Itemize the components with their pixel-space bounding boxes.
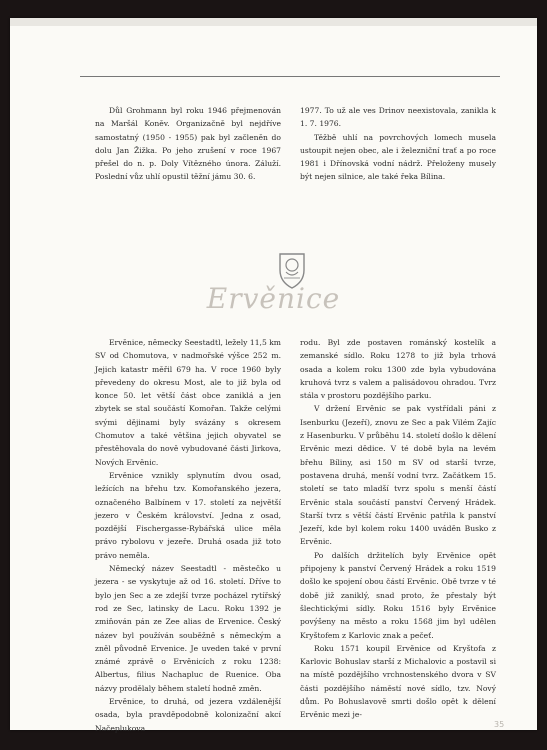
top-right-column xyxy=(300,104,496,184)
paragraph: V držení Ervěnic se pak vystřídali páni z Isenburku (Jezeří), znovu ze Sec a pak Vilém Zajíc z Hasenburku. V průběhu 14. století došlo k dělení Ervěnic mezi dědice. V té době byla na levém břehu Bíliny, asi 150 m SV od starší tvrze, postavena druhá, menší vodní tvrz. Začátkem 15. století se tato mladší tvrz spolu s menší částí Ervěnic stala součástí panství Červený Hrádek. Starší tvrz s větší částí Ervěnic patřila k panství Jezeří, kde byl kolem roku 1400 uváděn Busko z Ervěnic. xyxy=(300,404,496,547)
paragraph: Důl Grohmann byl roku 1946 přejmenován na Maršál Koněv. Organizačně byl nejdříve samostatný (1950 - 1955) pak byl začleněn do dolu Jan Žižka. Po jeho zrušení v roce 1967 přešel do n. p. Doly Vítězného února. Záluží. Poslední vůz uhlí opustil těžní jámu 30. 6. xyxy=(95,106,281,182)
page-top-strip xyxy=(10,18,537,26)
paragraph: Ervěnice vznikly splynutím dvou osad, ležících na břehu tzv. Komořanského jezera, označeného Balbínem v 17. století za největší jezero v Českém království. Jedna z osad, pozdější Fischergasse-Rybářská ulice měla právo rybolovu v jezeře. Druhá osada již toto právo neměla. xyxy=(95,470,281,560)
paragraph: Ervěnice, německy Seestadtl, ležely 11,5 km SV od Chomutova, v nadmořské výšce 252 m. Jejich katastr měřil 679 ha. V roce 1960 byly převedeny do okresu Most, ale to již byla od konce 50. let větší část obce zaniklá a jen zbytek se stal součástí Komořan. Takže celými svými dějinami byly svázány s okresem Chomutov a také většina jejich obyvatel se přestěhovala do nově vybudované části Jirkova, Nových Ervěnic. xyxy=(95,338,281,467)
top-left-column xyxy=(95,104,281,184)
bottom-left-column xyxy=(95,336,281,735)
paragraph: Roku 1571 koupil Ervěnice od Kryštofa z Karlovic Bohuslav starší z Michalovic a postavil si na místě pozdějšího vrchnostenského dvora v SV části pozdějšího náměstí nové sídlo, tzv. Nový dům. Po Bohuslavově smrti došlo opět k dělení Ervěnic mezi je- xyxy=(300,643,496,720)
section-title: Ervěnice xyxy=(206,282,341,315)
paragraph: Po dalších držitelích byly Ervěnice opět připojeny k panství Červený Hrádek a roku 1519 došlo ke spojení obou částí Ervěnic. Obě tvrze v té době již zaniklý, snad proto, že přestaly být šlechtickými sídly. Roku 1516 byly Ervěnice povýšeny na město a roku 1568 jim byl udělen Kryštofem z Karlovic znak a pečeť. xyxy=(300,550,496,640)
paragraph: rodu. Byl zde postaven románský kostelík a zemanské sídlo. Roku 1278 to již byla trhová osada a kolem roku 1300 zde byla vybudována kruhová tvrz s valem a palisádovou ohradou. Tvrz stála v prostoru pozdějšího parku. xyxy=(300,338,496,401)
paragraph: Ervěnice, to druhá, od jezera vzdálenější osada, byla pravděpodobně kolonizační akcí Načeplukova xyxy=(95,697,281,733)
page-sheet xyxy=(10,18,537,733)
paragraph: 1977. To už ale ves Drinov neexistovala, zanikla k 1. 7. 1976. xyxy=(300,106,496,129)
paragraph: Těžbě uhlí na povrchových lomech musela ustoupit nejen obec, ale i železniční trať a po roce 1981 i Dřínovská vodní nádrž. Přeloženy musely být nejen silnice, ale také řeka Bílina. xyxy=(300,132,496,182)
bottom-right-column xyxy=(300,336,496,722)
header-rule xyxy=(80,76,500,77)
paragraph: Německý název Seestadtl - městečko u jezera - se vyskytuje až od 16. století. Dříve to bylo jen Sec a ze zdejší tvrze pocházel rytířský rod ze Sec, latinsky de Lacu. Roku 1392 je zmiňován pán ze Zee alias de Ervenice. Český název byl používán souběžně s německým a zněl původně Ervenice. Je uveden také v první známé zprávě o Ervěnicích z roku 1238: Albertus, filius Nachapluc de Ruenice. Oba názvy prodělaly během staletí hodně změn. xyxy=(95,564,281,693)
page-number: 35 xyxy=(494,720,505,729)
